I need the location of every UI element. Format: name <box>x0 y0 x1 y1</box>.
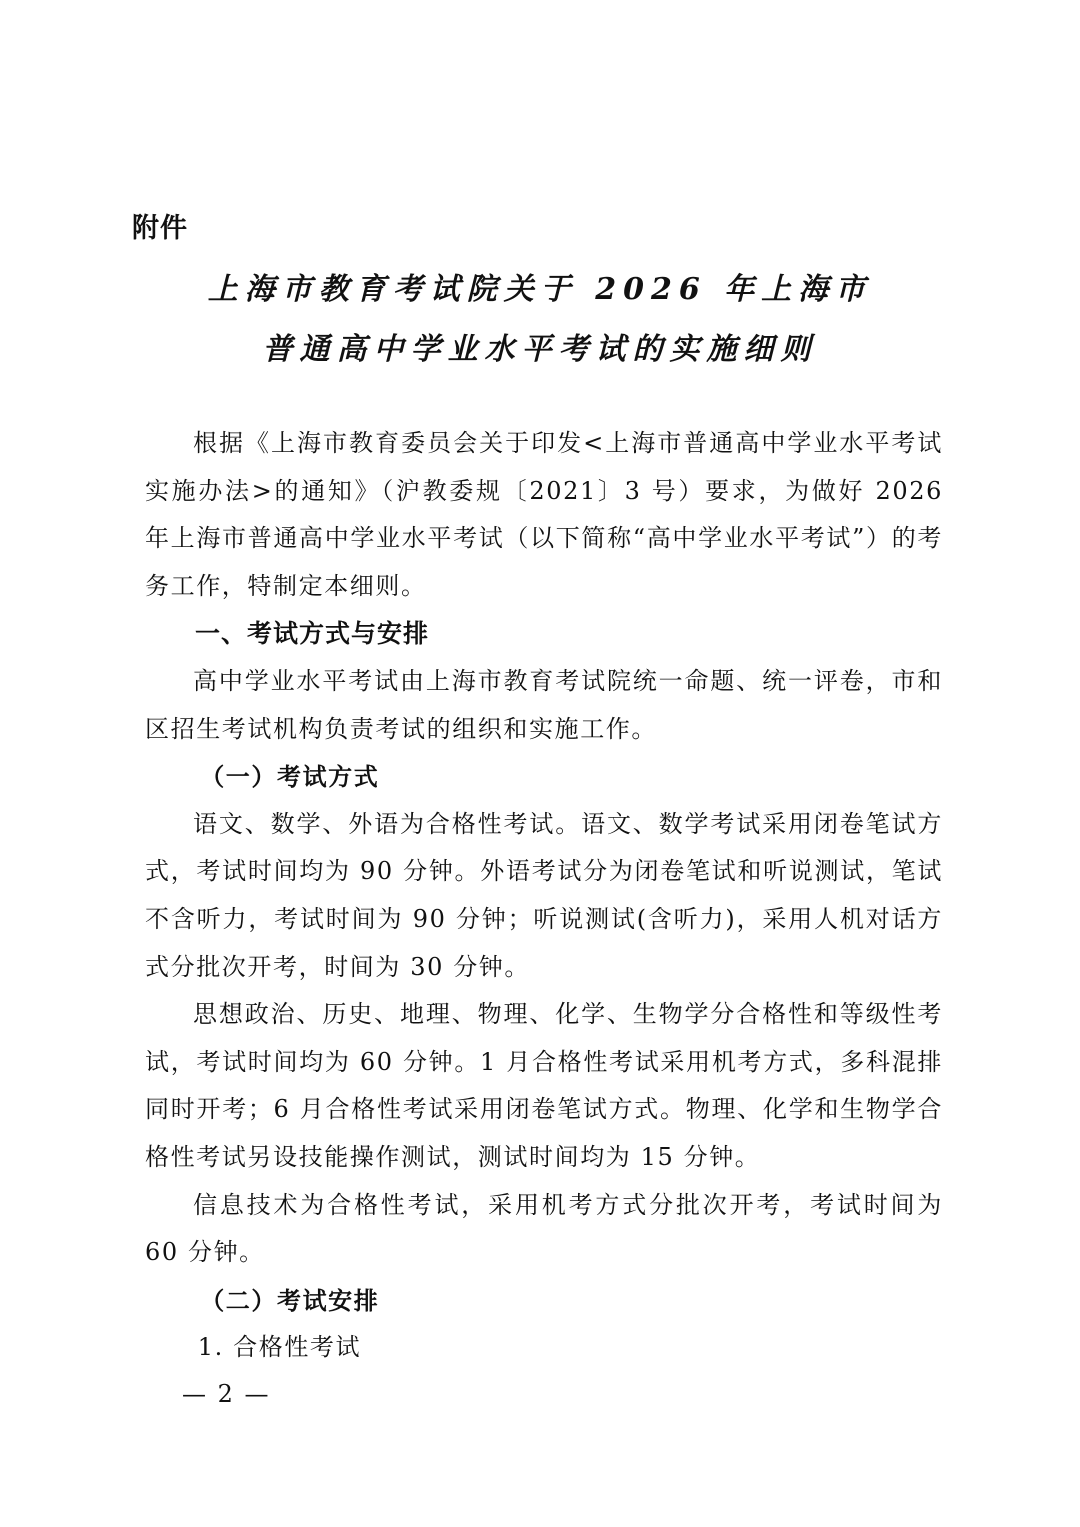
page-number: — 2 — <box>182 1380 271 1408</box>
attachment-label: 附件 <box>132 213 188 244</box>
exam-method-paragraph-3: 信息技术为合格性考试，采用机考方式分批次开考，考试时间为 60 分钟。 <box>145 1190 943 1267</box>
document-body <box>145 420 943 1372</box>
document-title-line-2: 普通高中学业水平考试的实施细则 <box>262 332 818 367</box>
exam-method-paragraph-1: 语文、数学、外语为合格性考试。语文、数学考试采用闭卷笔试方式，考试时间均为 90 分钟。外语考试分为闭卷笔试和听说测试，笔试不含听力，考试时间为 90 分钟；听说测试(含听力)，采用人机对话方式分批次开考，时间为 30 分钟。 <box>145 809 943 981</box>
section-heading-1: 一、考试方式与安排 <box>195 619 430 649</box>
item-heading-qualification-exam: 1. 合格性考试 <box>197 1333 362 1362</box>
exam-method-paragraph-2: 思想政治、历史、地理、物理、化学、生物学分合格性和等级性考试，考试时间均为 60 分钟。1 月合格性考试采用机考方式，多科混排同时开考；6 月合格性考试采用闭卷笔试方式。物理、化学和生物学合格性考试另设技能操作测试，测试时间均为 15 分钟。 <box>145 1000 943 1171</box>
intro-paragraph: 根据《上海市教育委员会关于印发<上海市普通高中学业水平考试实施办法>的通知》（沪教委规〔2021〕3 号）要求，为做好 2026 年上海市普通高中学业水平考试（以下简称“高中学业水平考试”）的考务工作，特制定本细则。 <box>145 429 943 600</box>
subsection-heading-exam-method: （一）考试方式 <box>200 762 380 792</box>
document-title-line-1: 上海市教育考试院关于 2026 年上海市 <box>207 272 873 307</box>
subsection-heading-exam-schedule: （二）考试安排 <box>200 1285 380 1315</box>
section-1-paragraph: 高中学业水平考试由上海市教育考试院统一命题、统一评卷，市和区招生考试机构负责考试的组织和实施工作。 <box>145 666 943 743</box>
